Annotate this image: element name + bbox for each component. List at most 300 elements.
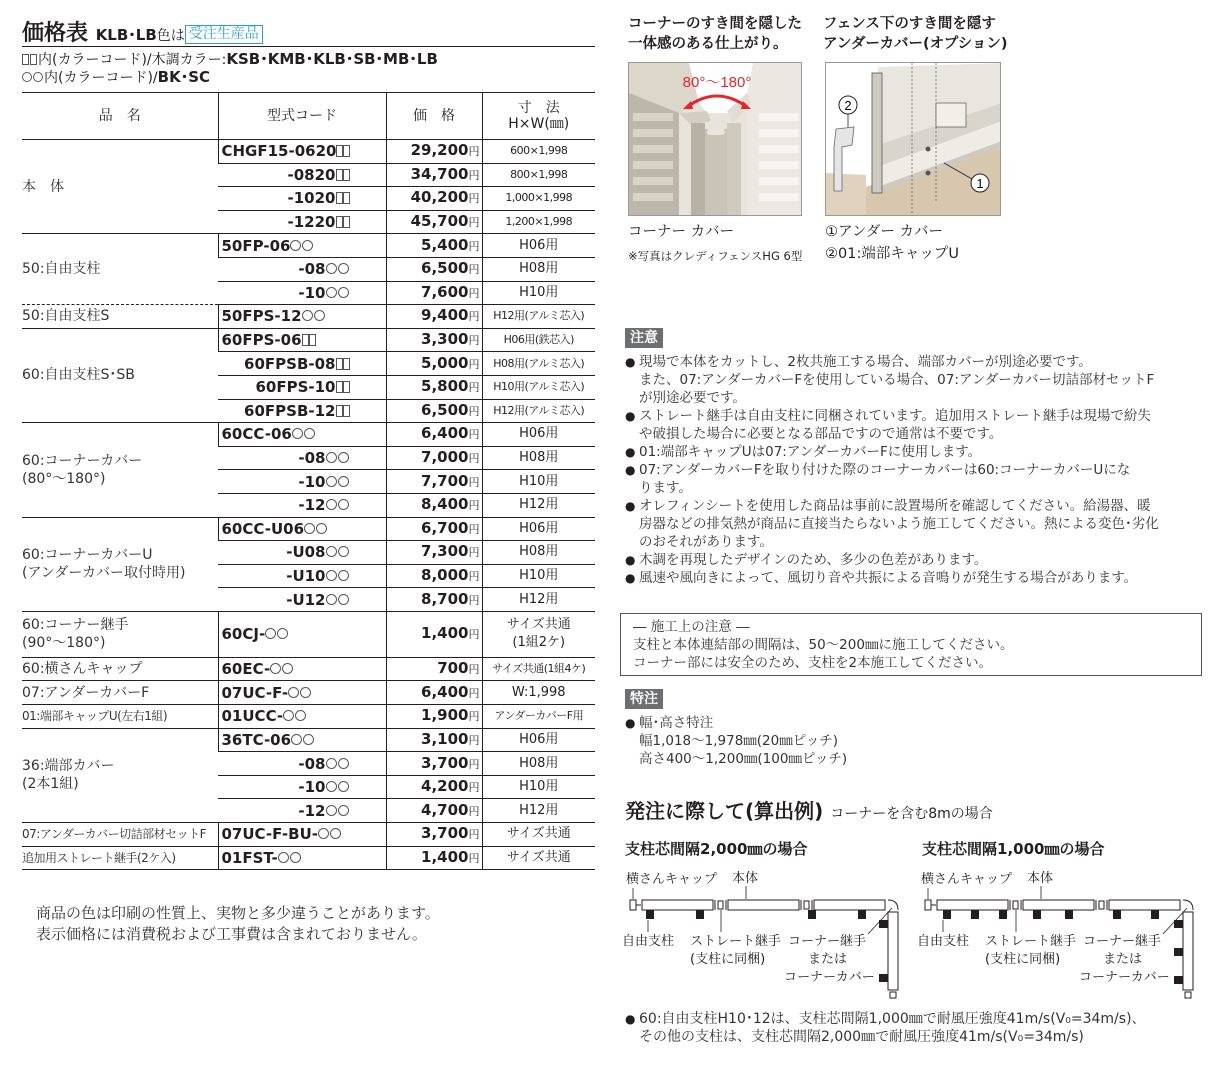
size-value: H06用 xyxy=(519,426,559,442)
model-code-cell xyxy=(218,281,386,305)
case1-title: 支柱芯間隔2,000㎜の場合 xyxy=(625,840,808,858)
yen-unit: 円 xyxy=(468,628,480,642)
size-value: H08用 xyxy=(519,450,559,466)
model-code-cell xyxy=(218,305,386,329)
size-value: W:1,998 xyxy=(511,684,566,700)
circle-marker-icon xyxy=(304,428,315,439)
model-code-cell xyxy=(218,140,386,164)
model-code: 36TC-06 xyxy=(221,730,292,749)
price-value: 3,700 xyxy=(421,824,469,843)
order-example-title xyxy=(625,795,993,824)
size-cell xyxy=(482,823,595,847)
size-value: H10用(アルミ芯入) xyxy=(493,380,585,394)
product-name-cell xyxy=(22,234,218,305)
circle-marker-icon xyxy=(338,570,349,581)
yen-unit: 円 xyxy=(468,404,480,418)
price-value: 40,200 xyxy=(410,188,469,207)
model-code-cell xyxy=(218,799,386,823)
circle-marker-icon xyxy=(302,310,313,321)
price-value: 1,400 xyxy=(421,624,469,643)
model-code: -1020 xyxy=(287,189,336,208)
product-name-line: (2本1組) xyxy=(22,776,79,793)
size-cell xyxy=(482,423,595,447)
model-code: 60CC-06 xyxy=(221,425,292,444)
under-cover-caption-2: ②01:端部キャップU xyxy=(825,246,959,262)
model-code: -U08 xyxy=(286,543,326,562)
size-cell xyxy=(482,234,595,258)
model-code: 01FST- xyxy=(221,848,278,867)
price-cell xyxy=(386,517,482,541)
product-name-line: (80°～180°) xyxy=(22,470,106,487)
size-value: H06用(鉄芯入) xyxy=(503,333,574,347)
caution-item-line: ● ストレート継手は自由支柱に同梱されています。追加用ストレート継手は現場で紛失 xyxy=(625,407,1159,425)
footnote-line: 商品の色は印刷の性質上、実物と多少違うことがあります。 xyxy=(36,904,440,922)
size-value: H06用 xyxy=(519,731,559,747)
model-code: -1220 xyxy=(287,213,336,232)
yen-unit: 円 xyxy=(468,192,480,206)
square-marker-icon xyxy=(336,145,343,157)
size-value: 1,200×1,998 xyxy=(505,215,573,229)
circle-marker-icon xyxy=(33,72,43,82)
size-cell xyxy=(482,657,595,681)
post-label: 自由支柱 xyxy=(917,934,970,949)
circle-color-values: BK･SC xyxy=(157,68,211,86)
model-code: -10 xyxy=(298,283,326,302)
product-name-cell xyxy=(22,846,218,870)
product-name-cell xyxy=(22,681,218,705)
product-name: 50:自由支柱S xyxy=(22,308,110,325)
price-value: 7,300 xyxy=(421,542,469,561)
model-code: -12 xyxy=(298,801,326,820)
size-value: H12用(アルミ芯入) xyxy=(493,403,585,417)
price-cell xyxy=(386,140,482,164)
size-cell xyxy=(482,281,595,305)
circle-marker-icon xyxy=(288,687,299,698)
circle-marker-icon xyxy=(304,523,315,534)
price-value: 8,000 xyxy=(421,565,469,584)
model-code-cell xyxy=(218,352,386,376)
circle-marker-icon xyxy=(290,852,301,863)
table-row xyxy=(22,705,595,729)
size-value-line: サイズ共通 xyxy=(506,617,571,633)
price-cell xyxy=(386,328,482,352)
price-cell xyxy=(386,305,482,329)
price-value: 5,000 xyxy=(421,353,469,372)
caution-item-line: ● オレフィンシートを使用した商品は事前に設置場所を確認してください。給湯器、暖 xyxy=(625,497,1159,515)
circle-marker-icon xyxy=(338,263,349,274)
price-value: 5,800 xyxy=(421,377,469,396)
price-cell xyxy=(386,423,482,447)
circle-marker-icon xyxy=(326,263,337,274)
circle-marker-icon xyxy=(291,734,302,745)
marker-2: 2 xyxy=(844,98,852,113)
square-marker-icon xyxy=(343,169,350,181)
corner-cover-label: コーナーカバー xyxy=(1079,970,1170,985)
size-value: サイズ共通 xyxy=(506,849,571,865)
price-cell xyxy=(386,846,482,870)
size-cell xyxy=(482,210,595,234)
price-value: 3,100 xyxy=(421,729,469,748)
size-value: 600×1,998 xyxy=(510,144,568,158)
size-value: 1,000×1,998 xyxy=(505,191,573,205)
price-value: 3,300 xyxy=(421,330,469,349)
yen-unit: 円 xyxy=(468,475,480,489)
straight-joint-label: ストレート継手 xyxy=(985,934,1077,949)
model-code-cell xyxy=(218,375,386,399)
price-cell xyxy=(386,234,482,258)
yen-unit: 円 xyxy=(468,733,480,747)
square-marker-icon xyxy=(309,334,316,346)
yen-unit: 円 xyxy=(468,804,480,818)
body-label: 本体 xyxy=(732,871,759,886)
yen-unit: 円 xyxy=(468,334,480,348)
size-value: H10用 xyxy=(519,779,559,795)
model-code: -08 xyxy=(298,449,326,468)
model-code: 50FP-06 xyxy=(221,236,291,255)
price-value: 34,700 xyxy=(410,164,469,183)
square-marker-icon xyxy=(343,381,350,393)
square-marker-icon xyxy=(343,145,350,157)
table-row xyxy=(22,846,595,870)
product-name: 追加用ストレート継手(2ケ入) xyxy=(22,850,176,865)
circle-marker-icon xyxy=(326,452,337,463)
size-value: H12用 xyxy=(519,802,559,818)
price-cell xyxy=(386,163,482,187)
size-cell xyxy=(482,588,595,612)
price-value: 9,400 xyxy=(421,306,469,325)
yen-unit: 円 xyxy=(468,357,480,371)
title-divider xyxy=(22,46,595,47)
size-value: H08用 xyxy=(519,544,559,560)
size-cell xyxy=(482,328,595,352)
circle-marker-icon xyxy=(270,663,281,674)
heading-line: 一体感のある仕上がり。 xyxy=(628,36,788,52)
circle-color-code-line xyxy=(22,69,210,87)
size-cell xyxy=(482,611,595,657)
product-name-cell xyxy=(22,305,218,329)
footnote-line: 表示価格には消費税および工事費は含まれておりません。 xyxy=(36,925,427,943)
circle-marker-icon xyxy=(314,310,325,321)
circle-marker-icon xyxy=(330,828,341,839)
table-row xyxy=(22,423,595,447)
circle-marker-icon xyxy=(326,546,337,557)
price-value: 4,700 xyxy=(421,800,469,819)
model-code-cell xyxy=(218,588,386,612)
caution-item-line: ● 01:端部キャップUは07:アンダーカバーFに使用します。 xyxy=(625,443,1159,461)
product-name-cell xyxy=(22,705,218,729)
price-value: 5,400 xyxy=(421,235,469,254)
title-text: 価格表 xyxy=(22,21,89,46)
price-cell xyxy=(386,752,482,776)
price-value: 7,000 xyxy=(421,448,469,467)
table-row xyxy=(22,657,595,681)
square-color-label: 内(カラーコード)/木調カラー: xyxy=(38,52,227,68)
model-code-cell xyxy=(218,234,386,258)
circle-marker-icon xyxy=(318,828,329,839)
size-cell xyxy=(482,564,595,588)
model-code: 60CJ- xyxy=(221,625,266,644)
size-cell xyxy=(482,446,595,470)
circle-marker-icon xyxy=(282,663,293,674)
case2-title: 支柱芯間隔1,000㎜の場合 xyxy=(922,840,1105,858)
circle-marker-icon xyxy=(338,476,349,487)
caution-item-line: ● 風速や風向きによって、風切り音や共振による音鳴りが発生する場合があります。 xyxy=(625,569,1159,587)
model-code-cell xyxy=(218,657,386,681)
model-code: 07UC-F-BU- xyxy=(221,825,318,844)
price-value: 7,700 xyxy=(421,471,469,490)
yen-unit: 円 xyxy=(468,452,480,466)
circle-marker-icon xyxy=(326,781,337,792)
model-code: 60FPSB-08 xyxy=(244,354,336,373)
size-cell xyxy=(482,775,595,799)
circle-marker-icon xyxy=(278,852,289,863)
square-marker-icon xyxy=(336,358,343,370)
caution-item-line: のおそれがあります。 xyxy=(639,534,773,550)
under-cover-caption-1: ①アンダー カバー xyxy=(825,224,943,240)
construction-caution-box xyxy=(620,613,1202,676)
construction-caution-line: コーナー部には安全のため、支柱を2本施工してください。 xyxy=(633,655,993,671)
product-name-cell xyxy=(22,517,218,611)
product-name-cell xyxy=(22,657,218,681)
price-cell xyxy=(386,399,482,423)
circle-marker-icon xyxy=(22,72,32,82)
table-row xyxy=(22,728,595,752)
header-size-line2: H×W(㎜) xyxy=(508,116,570,132)
price-cell xyxy=(386,257,482,281)
title-suffix: 色は xyxy=(156,28,185,44)
table-row xyxy=(22,611,595,657)
product-name-line: 36:端部カバー xyxy=(22,758,115,775)
yen-unit: 円 xyxy=(468,851,480,865)
yen-unit: 円 xyxy=(468,381,480,395)
yen-unit: 円 xyxy=(468,546,480,560)
caution-item-line: ● 07:アンダーカバーFを取り付けた際のコーナーカバーは60:コーナーカバーUにな xyxy=(625,461,1159,479)
table-row xyxy=(22,517,595,541)
table-row xyxy=(22,823,595,847)
circle-marker-icon xyxy=(292,428,303,439)
model-code-cell xyxy=(218,752,386,776)
yen-unit: 円 xyxy=(468,145,480,159)
model-code-cell xyxy=(218,423,386,447)
size-value: H06用 xyxy=(519,520,559,536)
undercover-photo-heading xyxy=(823,14,1008,54)
product-name: 50:自由支柱 xyxy=(22,261,101,278)
marker-1: 1 xyxy=(976,176,984,191)
size-cell xyxy=(482,541,595,565)
model-code: -0820 xyxy=(287,165,336,184)
model-code: 60CC-U06 xyxy=(221,519,305,538)
price-cell xyxy=(386,611,482,657)
product-name-line: (90°～180°) xyxy=(22,635,106,652)
model-code: 60FPS-10 xyxy=(255,378,336,397)
price-value: 29,200 xyxy=(410,141,469,160)
heading-line: アンダーカバー(オプション) xyxy=(823,36,1008,52)
size-value: アンダーカバーF用 xyxy=(494,709,584,723)
model-code-cell xyxy=(218,493,386,517)
product-name-cell xyxy=(22,328,218,422)
model-code: -08 xyxy=(298,260,326,279)
square-marker-icon xyxy=(302,334,309,346)
model-code: -10 xyxy=(298,778,326,797)
product-name-line: 60:コーナーカバーU xyxy=(22,547,153,564)
caution-item-line: また、07:アンダーカバーFを使用している場合、07:アンダーカバー切詰部材セットF xyxy=(639,372,1155,388)
model-code-cell xyxy=(218,399,386,423)
circle-marker-icon xyxy=(326,476,337,487)
caution-item-line: や破損した場合に必要となる部品ですので通常は不要です。 xyxy=(639,426,1003,442)
circle-marker-icon xyxy=(338,287,349,298)
product-name-line: (アンダーカバー取付時用) xyxy=(22,565,186,582)
body-label: 本体 xyxy=(1027,871,1054,886)
caution-list xyxy=(625,353,1159,587)
yen-unit: 円 xyxy=(468,757,480,771)
table-row xyxy=(22,681,595,705)
square-color-values: KSB･KMB･KLB･SB･MB･LB xyxy=(226,50,438,68)
size-cell xyxy=(482,728,595,752)
table-row xyxy=(22,234,595,258)
size-value: H12用 xyxy=(519,497,559,513)
price-cell xyxy=(386,187,482,211)
price-value: 7,600 xyxy=(421,282,469,301)
yen-unit: 円 xyxy=(468,216,480,230)
table-row xyxy=(22,305,595,329)
header-price: 価 格 xyxy=(386,93,482,140)
product-name: 60:横さんキャップ xyxy=(22,661,143,678)
caution-item-line: が別途必要です。 xyxy=(639,390,746,406)
yen-unit: 円 xyxy=(468,828,480,842)
size-value: H08用 xyxy=(519,755,559,771)
model-code-cell xyxy=(218,564,386,588)
circle-marker-icon xyxy=(303,734,314,745)
special-order-list xyxy=(625,714,847,768)
price-value: 3,700 xyxy=(421,753,469,772)
wind-pressure-note xyxy=(625,1010,1146,1046)
product-name: 07:アンダーカバーF xyxy=(22,684,150,701)
product-name-cell xyxy=(22,823,218,847)
yen-unit: 円 xyxy=(468,663,480,677)
model-code-cell xyxy=(218,257,386,281)
corner-joint-label: コーナー継手 xyxy=(1083,934,1162,949)
circle-marker-icon xyxy=(290,240,301,251)
circle-marker-icon xyxy=(316,523,327,534)
heading-line: コーナーのすき間を隠した xyxy=(628,16,802,32)
model-code-cell xyxy=(218,705,386,729)
model-code-cell xyxy=(218,517,386,541)
header-name: 品 名 xyxy=(22,93,218,140)
end-cap-label: 横さんキャップ xyxy=(626,872,718,887)
price-value: 1,900 xyxy=(421,706,469,725)
layout-diagram-2000 xyxy=(618,868,908,1008)
price-cell xyxy=(386,470,482,494)
price-cell xyxy=(386,657,482,681)
corner-or-label: または xyxy=(808,952,848,967)
model-code-cell xyxy=(218,210,386,234)
product-name-cell xyxy=(22,611,218,657)
yen-unit: 円 xyxy=(468,428,480,442)
size-value: H06用 xyxy=(519,237,559,253)
order-example-subtitle: コーナーを含む8mの場合 xyxy=(830,806,993,822)
price-cell xyxy=(386,446,482,470)
product-name-line: 60:コーナーカバー xyxy=(22,452,143,469)
wind-note-line: ● 60:自由支柱H10･12は、支柱芯間隔1,000㎜で耐風圧強度41m/s(V₀=34m/s)、 xyxy=(625,1010,1146,1028)
price-value: 4,200 xyxy=(421,777,469,796)
square-marker-icon xyxy=(343,192,350,204)
header-code: 型式コード xyxy=(218,93,386,140)
price-table xyxy=(22,92,595,870)
wind-note-line: その他の支柱は、支柱芯間隔2,000㎜で耐風圧強度41m/s(V₀=34m/s) xyxy=(639,1029,1084,1045)
price-cell xyxy=(386,493,482,517)
size-value-line: (1組2ケ) xyxy=(512,635,566,651)
price-cell xyxy=(386,281,482,305)
price-cell xyxy=(386,728,482,752)
circle-marker-icon xyxy=(338,805,349,816)
special-order-section xyxy=(625,688,663,709)
circle-marker-icon xyxy=(265,628,276,639)
straight-joint-label: ストレート継手 xyxy=(690,934,782,949)
size-value: H12用(アルミ芯入) xyxy=(493,309,585,323)
under-cover-photo xyxy=(825,62,1001,216)
layout-diagram-1000 xyxy=(913,868,1203,1008)
yen-unit: 円 xyxy=(468,168,480,182)
circle-marker-icon xyxy=(338,546,349,557)
circle-marker-icon xyxy=(338,499,349,510)
size-value: H10用 xyxy=(519,567,559,583)
table-row xyxy=(22,140,595,164)
size-value: H10用 xyxy=(519,284,559,300)
circle-marker-icon xyxy=(283,710,294,721)
construction-caution-line: 支柱と本体連結部の間隔は、50～200㎜に施工してください。 xyxy=(633,637,1014,653)
special-order-item: ● 幅･高さ特注 xyxy=(625,714,847,732)
circle-marker-icon xyxy=(295,710,306,721)
order-example-heading: 発注に際して(算出例) xyxy=(625,799,824,823)
corner-cover-photo xyxy=(628,62,802,216)
price-value: 45,700 xyxy=(410,212,469,231)
price-cell xyxy=(386,375,482,399)
size-cell xyxy=(482,257,595,281)
yen-unit: 円 xyxy=(468,499,480,513)
model-code-cell xyxy=(218,681,386,705)
size-value: H08用(アルミ芯入) xyxy=(493,356,585,370)
square-marker-icon xyxy=(22,54,29,65)
square-color-code-line xyxy=(22,51,438,69)
model-code-cell xyxy=(218,328,386,352)
model-code-cell xyxy=(218,823,386,847)
size-cell xyxy=(482,399,595,423)
price-cell xyxy=(386,541,482,565)
size-value: H12用 xyxy=(519,591,559,607)
size-cell xyxy=(482,470,595,494)
price-cell xyxy=(386,705,482,729)
header-size xyxy=(482,93,595,140)
heading-line: フェンス下のすき間を隠す xyxy=(823,16,996,32)
model-code-cell xyxy=(218,611,386,657)
model-code: 60EC- xyxy=(221,660,271,679)
price-cell xyxy=(386,564,482,588)
square-marker-icon xyxy=(336,192,343,204)
size-cell xyxy=(482,187,595,211)
size-cell xyxy=(482,846,595,870)
product-name: 本 体 xyxy=(22,178,64,195)
header-size-line1: 寸 法 xyxy=(517,100,560,116)
size-cell xyxy=(482,705,595,729)
size-cell xyxy=(482,375,595,399)
square-marker-icon xyxy=(343,216,350,228)
circle-marker-icon xyxy=(300,687,311,698)
yen-unit: 円 xyxy=(468,569,480,583)
model-code-cell xyxy=(218,541,386,565)
model-code-cell xyxy=(218,728,386,752)
made-to-order-badge: 受注生産品 xyxy=(185,25,263,44)
yen-unit: 円 xyxy=(468,310,480,324)
